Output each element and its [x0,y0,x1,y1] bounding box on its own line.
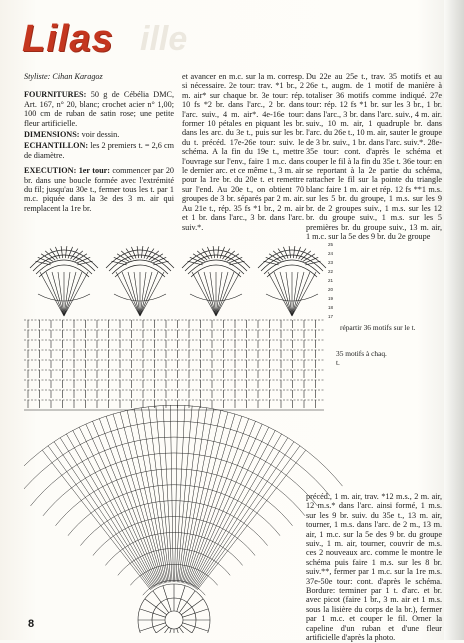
center-spoke [153,591,169,613]
fan-stitch [40,272,64,316]
fan-stitch [140,272,152,316]
echantillon-label: ECHANTILLON: [24,141,89,151]
fan-stitch [216,272,228,316]
dimensions-label: DIMENSIONS: [24,130,80,140]
wedge-stitch [79,427,157,586]
fournitures-paragraph [24,90,174,128]
row-number-label: 21 [328,278,334,283]
center-spoke [181,599,203,615]
row-number-label: 25 [328,242,334,247]
dimensions-paragraph [24,130,174,139]
page-number: 8 [28,618,35,630]
fan-stitch [64,272,88,316]
crochet-chart-diagram [24,238,344,633]
scallop-stitch [293,246,295,258]
fan-stitch-section [38,272,318,316]
wedge-arc [30,437,317,506]
row-number-label: 17 [328,314,334,319]
fan-stitch [64,272,76,316]
wedge-stitch [194,438,288,588]
fan-stitch [268,272,292,316]
fan-stitch [140,272,164,316]
fan-stitch [280,272,292,316]
wedge-stitch [178,407,199,583]
scallop-stitch [301,251,311,260]
center-spoke [179,627,195,633]
row-number-label: 20 [328,287,334,292]
scallop-stitch [45,251,55,260]
scallop-stitch [217,246,219,258]
fan-stitch [204,272,216,316]
wedge-stitch [192,430,275,586]
scallop-arc [264,260,320,274]
scallop-arc [112,260,168,274]
wedge-stitch [197,450,305,590]
scallop-stitch [65,246,67,258]
center-ring-inner [165,611,183,629]
row-number-label: 18 [328,305,334,310]
fan-stitch [116,272,140,316]
wedge-arc [68,485,280,536]
text-column-1 [24,72,174,215]
center-spoke [179,591,195,613]
wedge-arc [93,517,255,556]
scallop-stitch [121,251,131,260]
note-motifs-per-row: 35 motifs à chaq. t. [336,349,387,367]
scallop-stitch [137,246,139,258]
text-column-4: précéd., 1 m. air, trav. *12 m.s., 2 m. air, 12 m.s.* dans l'arc. ainsi formé, 1 m.s. sur les 9 br. suiv. du 35e t., 13 m. air, tourner, 1 m.s. dans l'arc. de 2 m., 13 m. air, 1 m.c. sur la 5e des 9 br. du groupe suiv., 1 m. air, tourner, couvrir de m.s. ces 2 nouveaux arc. comme le montre le schéma puis faire 1 m.s. sur les 8 br. suiv.**, fermer par 1 m.c. sur la 1re m.s. 37e-50e tour: cont. d'après le schéma. Bordure: terminer par 1 t. d'arc. et br. avec picot (faire 1 br., 3 m. air et 1 m.s. sous la lisière du corps de la br.), fermer par 1 m.c. et couper le fil. Orner la capeline d'un ruban et d'une fleur artificielle d'après la photo. [306,492,442,643]
scallop-stitch [289,246,291,258]
wedge-stitch [156,406,171,582]
execution-paragraph [24,166,174,213]
scallop-stitch [73,251,83,260]
crown-wedge-section [24,405,342,595]
wedge-arc [24,405,342,486]
text-column-3: Du 22e au 25e t., trav. 35 motifs et au 26e t., augm. de 1 motif de manière à totaliser 36 motifs comme indiqué. 27e tour: rép. 12 fs *1 br. sur les 3 br., 1 br. dans l'arc., 3 br. dans l'arc. suiv., 4 m. air. suiv., 10 m. air, 1 quadruple br. dans l'arc. du 26e t., 10 m. air, sauter le groupe de 3 br. suiv., 1 br. dans l'arc. suiv.*. 28e-35e tour: cont. d'après le schéma et couper le fil à la fin du 35e t. 36e tour: en se reportant à la 2e partie du schéma, rattacher le fil sur la pointe du triangle blanc faire 1 m. air et rép. 12 fs **1 m.s. sur les 5 br. du groupe, 1 m.s. sur les 9 br. de 2 groupes suiv., 1 m.s. sur les 12 br. du groupe suiv., 1 m.s. sur les 5 premières br. du groupe suiv., 13 m. air, 1 m.c. sur la 5e des 9 br. du 2e groupe [306,72,442,241]
fan-stitch [52,272,64,316]
band-stitch-grid [24,320,324,410]
row-number-label: 23 [328,260,334,265]
echantillon-text: les 2 premiers t. = 2,6 cm de diamètre. [24,141,175,160]
note-repeat-motifs: répartir 36 motifs sur le t. [340,323,416,332]
wedge-stitch [177,406,192,582]
scallop-stitch [149,251,159,260]
stylist-credit: Styliste: Cihan Karagoz [24,72,103,81]
scallop-stitch [225,251,235,260]
wedge-stitch [60,438,154,588]
wedge-stitch [149,407,170,583]
center-circle [138,584,210,633]
wedge-arc [80,501,267,546]
fan-stitch [292,272,316,316]
scallop-stitch [61,246,63,258]
fan-stitch [292,272,304,316]
row-number-labels [328,242,334,319]
page-title: Lilas [22,18,114,60]
scallop-stitch [213,246,215,258]
text-column-2: et avancer en m.c. sur la m. corresp. si nécessaire. 2e tour: trav. *1 br., 2 m. air* sur chaque br. 3e tour: rép. 10 fs *2 br. dans l'arc., 2 br. dans l'arc. suiv., 4 m. air*. 4e-16e tour: former 10 pétales en piquant les br. dans les arc. du 3e t., puis sur les br. du t. précéd. 17e-26e tour: suiv. le schéma. A la fin du 19e t., mettre l'ouvrage sur l'env., faire 1 m.c. dans le dernier arc. et ce même t., 3 m. air pour la 1re br. du 20e t. et remettre sur l'end. Au 20e t., on obtient 70 groupes de 3 br. séparés par 2 m. air. Au 21e t., rép. 35 fs *1 br., 2 m. air et 1 br. dans l'arc., 3 br. dans l'arc. suiv.*. [182,72,304,232]
scallop-border-section [30,246,326,277]
center-spoke [153,627,169,633]
wedge-stitch [191,427,269,586]
execution-label: EXECUTION: 1er tour: [24,166,111,176]
scallop-stitch [273,251,283,260]
dimensions-text: voir dessin. [81,130,120,140]
fournitures-text: 50 g de Cébélia DMC, Art. 167, n° 20, blanc; crochet acier n° 1,00; 100 cm de ruban de satin rose; une petite fleur artificielle. [24,90,174,128]
scallop-stitch [197,251,207,260]
fournitures-label: FOURNITURES: [24,90,87,100]
wedge-arc [55,469,292,526]
fan-stitch [128,272,140,316]
row-number-label: 22 [328,269,334,274]
wedge-stitch [73,430,156,586]
scallop-arc [36,260,92,274]
row-number-label: 19 [328,296,334,301]
scallop-arc [188,260,244,274]
page-binding-edge [444,0,464,640]
echantillon-paragraph [24,141,174,160]
wedge-arc [43,453,305,516]
execution-text: commencer par 20 br. dans une boucle formée avec l'extrémité du fil; jusqu'au 30e t., fermer tous les t. par 1 m.c. piquée dans la 3e des 3 m. air qui remplacent la 1re br. [24,166,175,213]
center-spoke [145,599,167,615]
fan-stitch [192,272,216,316]
title-watermark: ille [140,20,188,58]
scallop-stitch [141,246,143,258]
row-number-label: 24 [328,251,334,256]
wedge-stitch [42,450,150,590]
fan-stitch [216,272,240,316]
